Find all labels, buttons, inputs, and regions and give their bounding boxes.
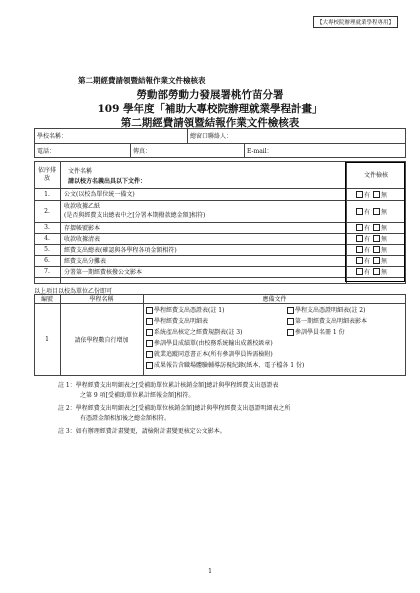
check-no-label: 無 — [381, 225, 388, 232]
document-item — [146, 360, 304, 369]
check-yes-box[interactable] — [356, 191, 363, 198]
row-document-name — [64, 224, 100, 233]
row-document-text: 存摺帳號影本 — [64, 225, 101, 232]
check-yes-label: 有 — [364, 225, 371, 232]
contact-label: 總窗口聯絡人： — [190, 133, 233, 140]
row-document-name — [64, 202, 205, 220]
document-checkbox[interactable] — [146, 362, 153, 369]
check-no-label: 無 — [381, 191, 388, 199]
check-yes-box[interactable] — [356, 235, 363, 242]
row-check-options — [356, 233, 387, 244]
usage-tag: 【大專校院辦理就業學程專用】 — [313, 16, 398, 28]
col-check-header: 文件檢核 — [363, 171, 388, 179]
row-number: 5. — [44, 246, 50, 253]
row-check-options — [356, 188, 387, 200]
document-checkbox[interactable] — [146, 307, 153, 314]
document-label: 參訓學員名冊 1 份 — [295, 329, 345, 336]
document-label: 成果報告含職場體驗輔導訪視紀錄(紙本、電子檔各 1 份) — [154, 362, 305, 369]
row-document-name — [64, 235, 100, 244]
row-check-options — [356, 200, 387, 222]
check-yes-box[interactable] — [356, 268, 363, 275]
document-label: 參訓學員成績單(由校務系統輸出成蓋校級章) — [154, 340, 273, 347]
check-no-box[interactable] — [373, 235, 380, 242]
form-heading: 第二期經費請領暨結報作業文件檢核表 — [78, 76, 206, 85]
row-number: 2. — [44, 207, 50, 215]
document-item — [146, 305, 224, 314]
document-label: 就業追蹤同意書正本(所有參訓學員皆需檢附) — [154, 351, 273, 358]
check-yes-box[interactable] — [356, 246, 363, 253]
row-document-text: 經費支出總表(確認與各學程各項金額相符) — [64, 247, 177, 254]
email-label: E-mail： — [247, 148, 273, 155]
check-yes-label: 有 — [364, 258, 371, 265]
document-label: 系統產出核定之經費規劃表(註 3) — [154, 329, 243, 336]
document-item — [287, 327, 345, 336]
col-program-header: 學程名稱 — [89, 296, 114, 303]
check-no-label: 無 — [381, 247, 388, 254]
col-name-subheader: 請以校方名義出具以下文件： — [68, 178, 147, 185]
document-checkbox[interactable] — [287, 329, 294, 336]
document-item — [146, 338, 273, 347]
title-line-2: 109 學年度「補助大專校院辦理就業學程計畫」 — [97, 103, 323, 115]
document-item — [146, 327, 242, 336]
note-2b: 有憑證金額相加後之總金額相符。 — [80, 415, 171, 422]
check-yes-box[interactable] — [356, 208, 363, 215]
col-seq-header: 依序排放 — [37, 167, 56, 182]
check-no-box[interactable] — [373, 191, 380, 198]
document-checkbox[interactable] — [146, 351, 153, 358]
document-checkbox[interactable] — [287, 307, 294, 314]
school-name-label: 學校名稱： — [37, 133, 68, 140]
row-check-options — [356, 266, 387, 277]
col-docs-header: 應備文件 — [262, 296, 287, 303]
document-item — [287, 316, 367, 325]
check-no-box[interactable] — [373, 257, 380, 264]
check-yes-label: 有 — [364, 269, 371, 276]
check-no-label: 無 — [381, 208, 388, 216]
check-no-box[interactable] — [373, 246, 380, 253]
row-number: 4. — [44, 235, 50, 242]
document-label: 學程經費支出憑證表(註 1) — [154, 307, 225, 314]
note-1b: 之第 9 項[受補助單位累計經報金額]相符。 — [80, 392, 195, 399]
row-check-options — [356, 255, 387, 266]
note-2a: 註 2：學程經費支出明細表之[受補助單位核銷金額]總計與學程經費支出憑證明細表之所 — [58, 405, 291, 412]
col-name-header: 文件名稱 — [68, 168, 93, 175]
check-no-box[interactable] — [373, 208, 380, 215]
document-item — [146, 349, 273, 358]
page-number: 1 — [208, 568, 212, 575]
document-item — [146, 316, 208, 325]
check-no-label: 無 — [381, 236, 388, 243]
row-document-subtext: (是否與經費支出總表中之[分署本期撥款總金額]相符) — [64, 212, 206, 219]
document-label: 第一期經費支出明細表影本 — [295, 318, 368, 325]
title-line-3: 第二期經費請領暨結報作業文件檢核表 — [120, 117, 300, 129]
check-no-label: 無 — [381, 269, 388, 276]
row-number: 1. — [44, 190, 50, 198]
row-document-text: 分署第一期經費核撥公文影本 — [64, 269, 143, 276]
phone-label: 電話： — [37, 148, 56, 155]
unit-note: 以上項目以校為單位乙份即可 — [34, 288, 113, 295]
note-3: 註 3：如有辦理經費計畫變更，請檢附計畫變更核定公文影本。 — [58, 428, 226, 435]
row-document-name — [64, 190, 135, 199]
row-number: 6. — [44, 257, 50, 264]
check-yes-box[interactable] — [356, 257, 363, 264]
row-number: 3. — [44, 224, 50, 231]
document-checkbox[interactable] — [287, 318, 294, 325]
row-document-text: 經費支出分攤表 — [64, 258, 107, 265]
document-item — [287, 305, 365, 314]
row-document-name — [64, 257, 106, 266]
document-checkbox[interactable] — [146, 340, 153, 347]
row-program: 請依學程數自行增加 — [74, 337, 129, 344]
row-document-text: 收款收據乙紙 — [64, 203, 101, 210]
check-no-box[interactable] — [373, 224, 380, 231]
check-no-box[interactable] — [373, 268, 380, 275]
check-yes-label: 有 — [364, 247, 371, 254]
document-label: 學程經費支出明細表 — [154, 318, 209, 325]
row-check-options — [356, 244, 387, 255]
row-check-options — [356, 222, 387, 233]
document-checkbox[interactable] — [146, 329, 153, 336]
row-document-text: 公文(以校為單位統一備文) — [64, 191, 135, 198]
row-document-name — [64, 268, 142, 277]
row-document-text: 收款收據清表 — [64, 236, 101, 243]
document-label: 學程支出憑證明細表(註 2) — [295, 307, 366, 314]
check-yes-label: 有 — [364, 191, 371, 199]
col-no-header: 編號 — [40, 296, 53, 303]
check-no-label: 無 — [381, 258, 388, 265]
row-number: 1 — [45, 336, 49, 343]
document-checkbox[interactable] — [146, 318, 153, 325]
check-yes-label: 有 — [364, 208, 371, 216]
fax-label: 傳真： — [133, 148, 152, 155]
title-line-1: 勞動部勞動力發展署桃竹苗分署 — [136, 89, 284, 101]
check-yes-label: 有 — [364, 236, 371, 243]
row-number: 7. — [44, 268, 50, 275]
note-1a: 註 1：學程經費支出明細表之[受補助單位累計核銷金額]總計與學程經費支出憑證表 — [58, 382, 279, 389]
check-yes-box[interactable] — [356, 224, 363, 231]
row-document-name — [64, 246, 177, 255]
